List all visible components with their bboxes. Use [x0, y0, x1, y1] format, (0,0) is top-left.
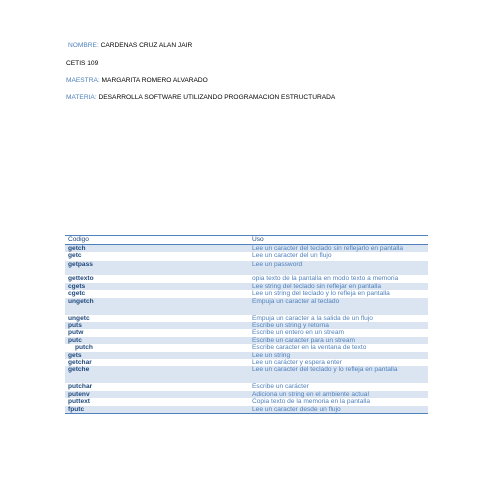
table-row	[65, 337, 428, 344]
code-cell: getch	[65, 245, 249, 253]
uso-cell: Lee un caracter del teclado y lo refleja en pantalla	[249, 366, 428, 383]
nombre-label: NOMBRE:	[68, 42, 99, 49]
nombre-value: CARDENAS CRUZ ALAN JAIR	[98, 42, 193, 49]
table-row	[65, 398, 428, 405]
code-cell: getche	[65, 366, 249, 383]
uso-cell: Lee un string	[249, 352, 428, 359]
table-row	[65, 366, 428, 383]
table-row	[65, 383, 428, 390]
code-cell: putenv	[65, 391, 249, 398]
table-row	[65, 391, 428, 398]
uso-cell: Lee string del teclado sin reflejar en pantalla	[249, 283, 428, 290]
code-cell: putchar	[68, 383, 93, 391]
uso-cell: Escribe un string y retorna	[249, 322, 428, 329]
materia-line	[66, 94, 335, 102]
code-cell: fputc	[65, 406, 249, 414]
code-cell: putc	[65, 337, 249, 344]
uso-cell: Lee un caracter del teclado sin reflejarlo en pantalla	[249, 245, 428, 253]
code-cell: gets	[65, 352, 249, 359]
code-cell: gettexto	[68, 275, 94, 283]
uso-cell: Lee un password	[249, 261, 428, 275]
table-row	[65, 298, 428, 315]
uso-cell: Escribe un entero en un stream	[252, 329, 344, 337]
school-line: CETIS 109	[66, 60, 99, 67]
maestra-label: MAESTRA:	[66, 77, 100, 84]
materia-value: DESARROLLA SOFTWARE UTILIZANDO PROGRAMACION ESTRUCTURADA	[96, 94, 336, 101]
uso-cell: Lee un caracter desde un flujo	[249, 406, 428, 414]
header-uso: Uso	[249, 236, 428, 245]
maestra-line	[66, 77, 208, 85]
table-row	[65, 322, 428, 329]
header-codigo: Codigo	[65, 236, 249, 245]
uso-cell: Lee un string del teclado y lo refleja en pantalla	[252, 290, 390, 298]
code-cell: cgetc	[68, 290, 86, 298]
uso-cell: Escribe un caracter para un stream	[249, 337, 428, 344]
table-row	[65, 245, 428, 253]
code-cell: getc	[68, 252, 82, 260]
materia-label: MATERIA:	[66, 94, 97, 101]
functions-table	[65, 235, 428, 414]
maestra-value: MARGARITA ROMERO ALVARADO	[99, 77, 208, 84]
table-row	[65, 352, 428, 359]
uso-cell: Lee un caracter del un flujo	[252, 252, 332, 260]
code-cell: putch	[75, 344, 93, 352]
code-cell: putw	[68, 329, 84, 337]
uso-cell: Empuja un caracter al teclado	[249, 298, 428, 315]
table-row	[65, 406, 428, 414]
code-cell: puts	[65, 322, 249, 329]
uso-cell: Escribe caracter en la ventana de texto	[252, 344, 367, 352]
table-row	[65, 344, 428, 351]
nombre-line	[68, 42, 192, 50]
code-cell: ungetc	[68, 314, 90, 322]
uso-cell: opia texto de la pantalla en modo texto a memoria	[252, 275, 399, 283]
uso-cell: Adiciona un string en el ambiente actual	[249, 391, 428, 398]
code-cell: cgets	[65, 283, 249, 290]
table-row	[65, 315, 428, 322]
table-row	[65, 252, 428, 261]
table-row	[65, 283, 428, 290]
table-row	[65, 275, 428, 282]
table-row	[65, 290, 428, 297]
uso-cell: Empuja un caracter a la salida de un flujo	[252, 314, 373, 322]
code-cell: puttext	[68, 398, 90, 406]
table-row	[65, 359, 428, 366]
uso-cell: Copia texto de la memoria en la pantalla	[252, 398, 371, 406]
code-cell: ungetch	[65, 298, 249, 315]
table-row	[65, 329, 428, 336]
table-row	[65, 261, 428, 275]
uso-cell: Lee un carácter y espera enter	[252, 359, 342, 367]
uso-cell: Escribe un carácter	[252, 383, 309, 391]
code-cell: getchar	[68, 359, 92, 367]
code-cell: getpass	[65, 261, 249, 275]
table-header-row	[65, 236, 428, 245]
